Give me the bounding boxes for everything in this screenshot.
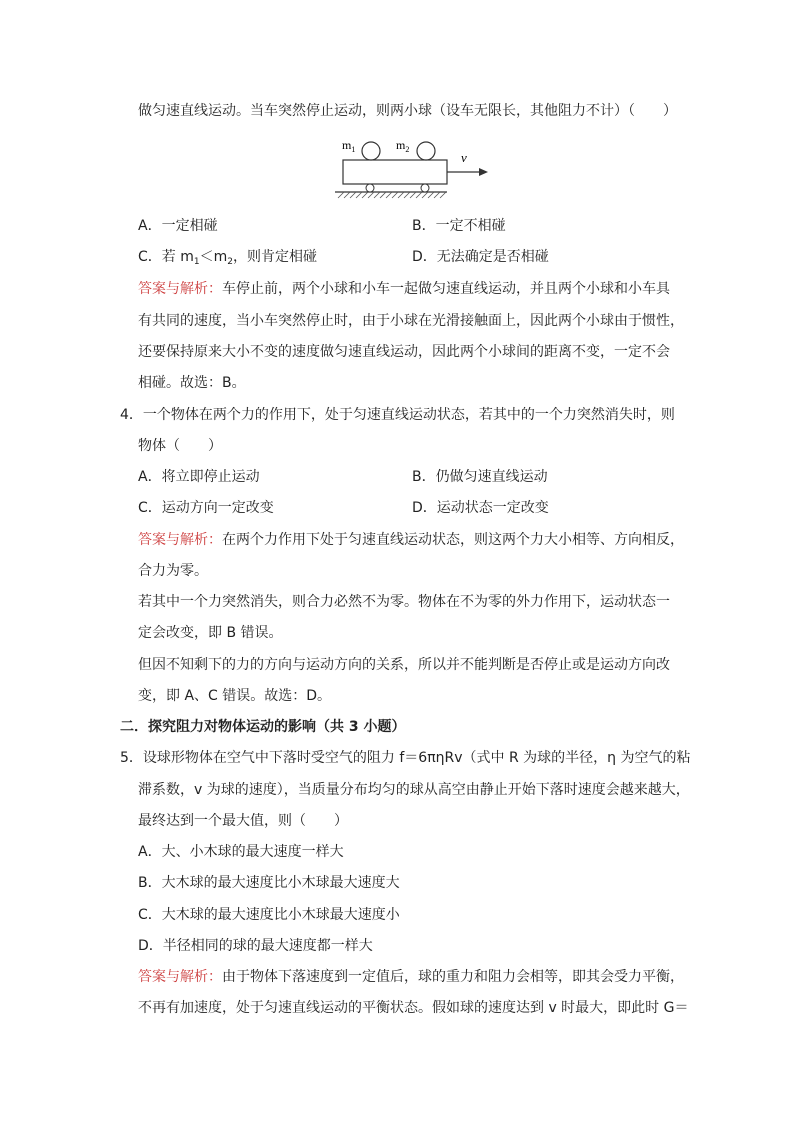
q5-stem-line-2: 滞系数，v 为球的速度），当质量分布均匀的球从高空由静止开始下落时速度会越来越大， (138, 782, 690, 798)
q4-answer-line-2: 合力为零。 (138, 563, 208, 579)
ground-hatching (338, 192, 446, 198)
q3-option-c: C．若 $m_1<m_2$，则肯定相碰 (138, 249, 317, 267)
q4-option-d: D．运动状态一定改变 (412, 500, 549, 516)
q5-option-b: B．大木球的最大速度比小木球最大速度大 (138, 875, 400, 891)
cart-with-two-balls-diagram (330, 132, 500, 208)
q4-answer-line-1: 答案与解析：在两个力作用下处于匀速直线运动状态，则这两个力大小相等、方向相反， (138, 532, 684, 548)
q3-answer-line-1: 答案与解析：车停止前，两个小球和小车一起做匀速直线运动，并且两个小球和小车具 (138, 281, 670, 297)
q4-stem-line-1: 4．一个物体在两个力的作用下，处于匀速直线运动状态，若其中的一个力突然消失时，则 (120, 407, 675, 423)
label-v: v (461, 150, 467, 165)
q4-option-c: C．运动方向一定改变 (138, 500, 274, 516)
ball-m2 (417, 142, 435, 160)
q3-option-d: D．无法确定是否相碰 (412, 249, 549, 265)
left-wheel (366, 184, 374, 192)
q3-option-b: B．一定不相碰 (412, 218, 506, 234)
section-2-title: 二．探究阻力对物体运动的影响（共 3 小题） (120, 719, 406, 735)
q4-option-b: B．仍做匀速直线运动 (412, 469, 548, 485)
right-wheel (421, 184, 429, 192)
q5-option-c: C．大木球的最大速度比小木球最大速度小 (138, 907, 400, 923)
q4-answer-line-6: 变，即 A、C 错误。故选：D。 (138, 688, 332, 704)
answer-label: 答案与解析： (138, 532, 222, 548)
ball-m1 (362, 142, 380, 160)
velocity-arrowhead (479, 168, 488, 176)
q3-stem-continuation: 做匀速直线运动。当车突然停止运动，则两小球（设车无限长，其他阻力不计）（ ） (138, 103, 677, 119)
answer-label: 答案与解析： (138, 969, 222, 985)
q4-option-a: A．将立即停止运动 (138, 469, 260, 485)
q4-answer-line-5: 但因不知剩下的力的方向与运动方向的关系，所以并不能判断是否停止或是运动方向改 (138, 657, 670, 673)
q3-answer-line-2: 有共同的速度，当小车突然停止时，由于小球在光滑接触面上，因此两个小球由于惯性， (138, 313, 684, 329)
q4-answer-line-3: 若其中一个力突然消失，则合力必然不为零。物体在不为零的外力作用下，运动状态一 (138, 594, 670, 610)
q3-answer-line-3: 还要保持原来大小不变的速度做匀速直线运动，因此两个小球间的距离不变，一定不会 (138, 344, 670, 360)
q5-stem-line-3: 最终达到一个最大值，则（ ） (138, 813, 348, 829)
q5-option-d: D．半径相同的球的最大速度都一样大 (138, 938, 373, 954)
cart-body (343, 160, 447, 184)
label-m2: $m_2$ (396, 138, 410, 154)
label-m1: $m_1$ (342, 138, 356, 154)
q4-stem-line-2: 物体（ ） (138, 438, 222, 454)
q3-answer-line-4: 相碰。故选：B。 (138, 375, 246, 391)
q5-answer-line-1: 答案与解析：由于物体下落速度到一定值后，球的重力和阻力会相等，即其会受力平衡， (138, 969, 684, 985)
q4-answer-line-4: 定会改变，即 B 错误。 (138, 625, 283, 641)
q5-option-a: A．大、小木球的最大速度一样大 (138, 844, 344, 860)
q5-answer-line-2: 不再有加速度，处于匀速直线运动的平衡状态。假如球的速度达到 v 时最大，即此时 G＝ (138, 1000, 689, 1016)
q3-option-a: A．一定相碰 (138, 218, 218, 234)
q5-stem-line-1: 5．设球形物体在空气中下落时受空气的阻力 f＝6πηRv（式中 R 为球的半径，η 为空气的粘 (120, 750, 691, 766)
answer-label: 答案与解析： (138, 281, 222, 297)
